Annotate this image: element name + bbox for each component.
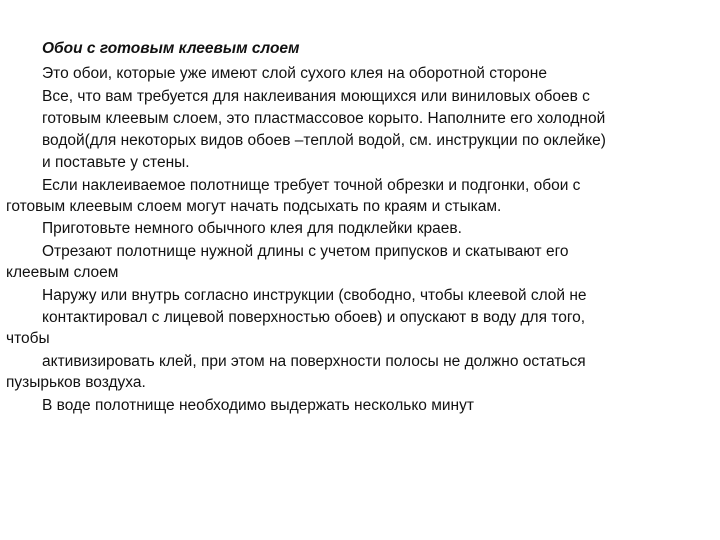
text-line: пузырьков воздуха. [6, 374, 146, 391]
text-line: чтобы [6, 330, 50, 347]
text-line: активизировать клей, при этом на поверхности полосы не должно остаться [42, 353, 586, 370]
text-line: В воде полотнище необходимо выдержать несколько минут [42, 397, 474, 414]
text-line: Отрезают полотнище нужной длины с учетом припусков и скатывают его [42, 243, 569, 260]
text-line: Приготовьте немного обычного клея для подклейки краев. [42, 220, 462, 237]
text-line: и поставьте у стены. [42, 154, 190, 171]
text-line: Наружу или внутрь согласно инструкции (свободно, чтобы клеевой слой не [42, 287, 587, 304]
text-line: контактировал с лицевой поверхностью обоев) и опускают в воду для того, [42, 309, 586, 326]
text-line: Все, что вам требуется для наклеивания моющихся или виниловых обоев с [42, 88, 590, 105]
document-title: Обои с готовым клеевым слоем [42, 40, 300, 57]
text-line: Если наклеиваемое полотнище требует точной обрезки и подгонки, обои с [42, 177, 581, 194]
text-line: Это обои, которые уже имеют слой сухого клея на оборотной стороне [42, 65, 547, 82]
text-line: водой(для некоторых видов обоев –теплой водой, см. инструкции по оклейке) [42, 132, 606, 149]
text-line: готовым клеевым слоем, это пластмассовое корыто. Наполните его холодной [42, 110, 606, 127]
text-line: готовым клеевым слоем могут начать подсыхать по краям и стыкам. [6, 198, 502, 215]
text-line: клеевым слоем [6, 264, 119, 281]
